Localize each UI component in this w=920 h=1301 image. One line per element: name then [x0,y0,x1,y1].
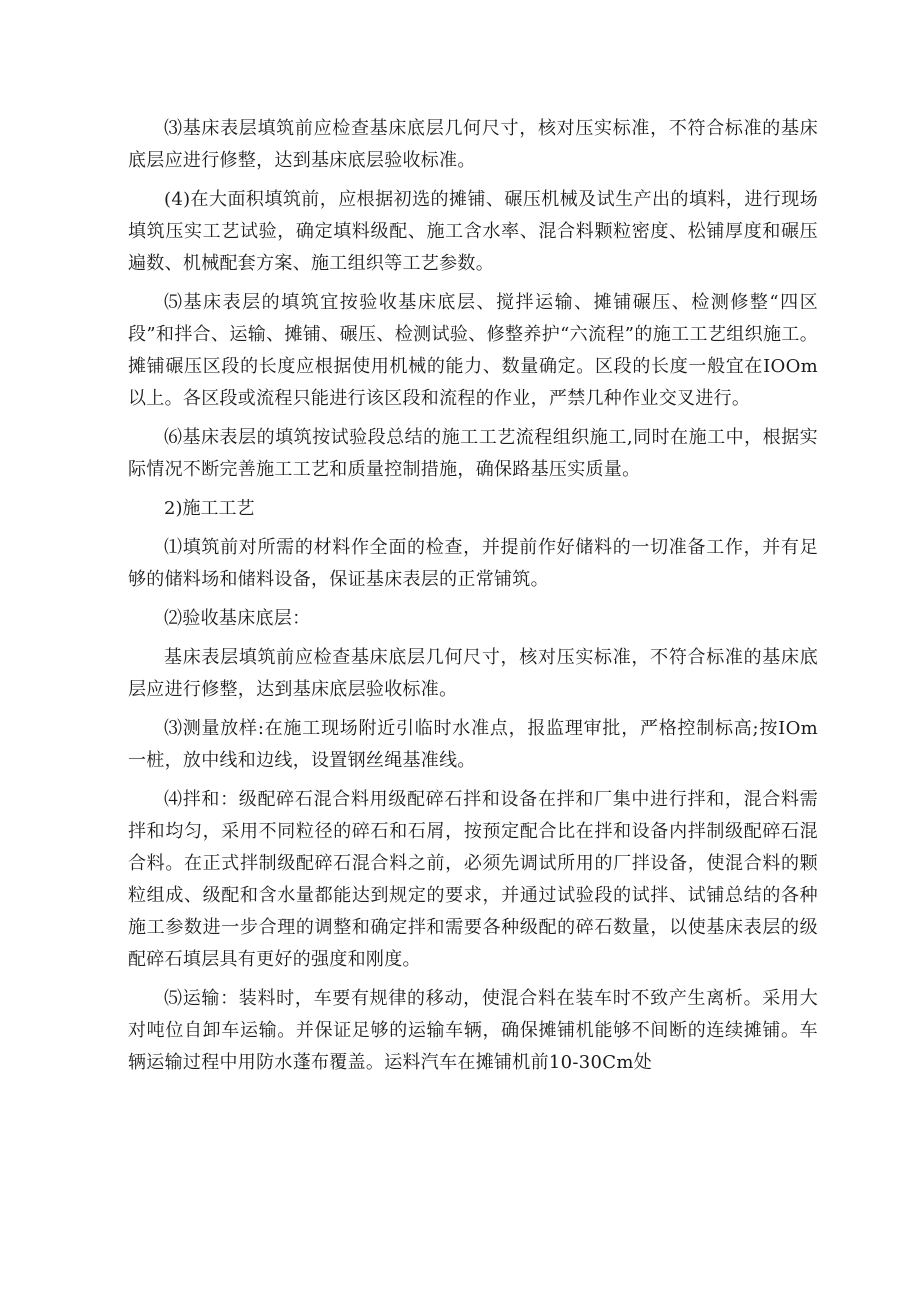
paragraph-4-trial-compaction: (4)在大面积填筑前，应根据初选的摊铺、碾压机械及试生产出的填料，进行现场填筑压实工艺试验，确定填料级配、施工含水率、混合料颗粒密度、松铺厚度和碾压遍数、机械配套方案、施工组织等工艺参数。 [128,189,818,274]
paragraph-5-four-sections-six-processes: ⑸基床表层的填筑宜按验收基床底层、搅拌运输、摊铺碾压、检测修整“四区段”和拌合、运输、摊铺、碾压、检测试验、修整养护“六流程”的施工工艺组织施工。摊铺碾压区段的长度应根据使用机械的能力、数量确定。区段的长度一般宜在IOOm以上。各区段或流程只能进行该区段和流程的作业，严禁几种作业交叉进行。 [128,292,818,409]
paragraph-2-accept-subgrade-title: ⑵验收基床底层： [164,608,311,629]
paragraph-3-surface-check: ⑶基床表层填筑前应检查基床底层几何尺寸，核对压实标准，不符合标准的基床底层应进行修整，达到基床底层验收标准。 [128,118,818,171]
paragraph-2-accept-subgrade-body: 基床表层填筑前应检查基床底层几何尺寸，核对压实标准，不符合标准的基床底层应进行修整，达到基床底层验收标准。 [128,647,818,700]
document-body [128,113,818,1086]
section-heading-construction-process: 2)施工工艺 [164,498,255,519]
paragraph-1-material-check: ⑴填筑前对所需的材料作全面的检查，并提前作好储料的一切准备工作，并有足够的储料场和储料设备，保证基床表层的正常铺筑。 [128,537,818,590]
paragraph-4-mixing: ⑷拌和：级配碎石混合料用级配碎石拌和设备在拌和厂集中进行拌和，混合料需拌和均匀，采用不同粒径的碎石和石屑，按预定配合比在拌和设备内拌制级配碎石混合料。在正式拌制级配碎石混合料之前，必须先调试所用的厂拌设备，使混合料的颗粒组成、级配和含水量都能达到规定的要求，并通过试验段的试拌、试铺总结的各种施工参数进一步合理的调整和确定拌和需要各种级配的碎石数量，以使基床表层的级配碎石填层具有更好的强度和刚度。 [128,789,818,970]
paragraph-5-transport: ⑸运输：装料时，车要有规律的移动，使混合料在装车时不致产生离析。采用大对吨位自卸车运输。并保证足够的运输车辆，确保摊铺机能够不间断的连续摊铺。车辆运输过程中用防水蓬布覆盖。运料汽车在摊铺机前10-30Cm处 [128,988,818,1073]
paragraph-3-survey-layout: ⑶测量放样:在施工现场附近引临时水准点，报监理审批，严格控制标高;按IOm一桩，放中线和边线，设置钢丝绳基准线。 [128,718,818,771]
paragraph-6-construction-flow: ⑹基床表层的填筑按试验段总结的施工工艺流程组织施工,同时在施工中，根据实际情况不断完善施工工艺和质量控制措施，确保路基压实质量。 [128,427,818,480]
